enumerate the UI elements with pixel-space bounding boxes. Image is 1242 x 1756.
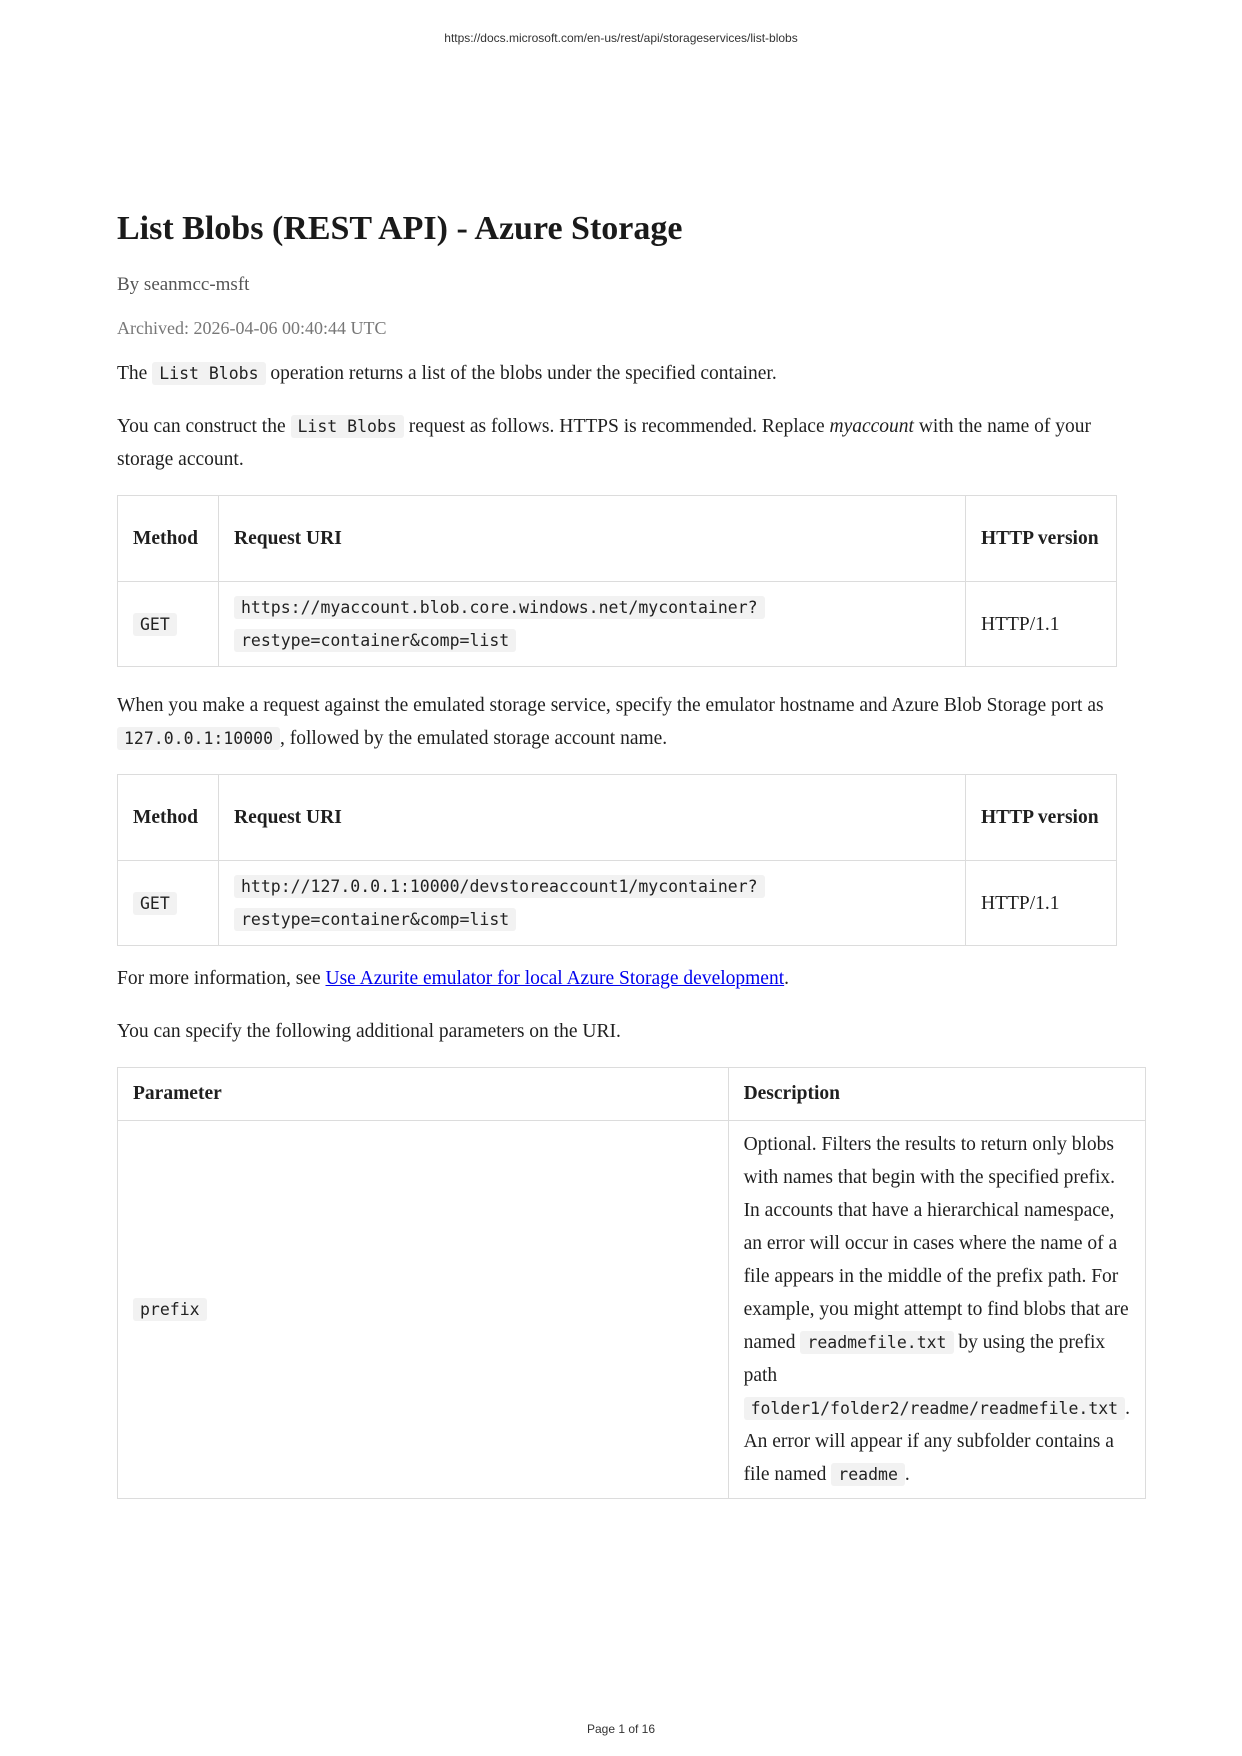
version-cell: HTTP/1.1 bbox=[966, 861, 1117, 946]
header-parameter: Parameter bbox=[118, 1068, 729, 1121]
page-number: Page 1 of 16 bbox=[586, 1722, 656, 1736]
source-url: https://docs.microsoft.com/en-us/rest/api/storageservices/list-blobs bbox=[444, 31, 798, 45]
text: . An error will appear if any subfolder contains a file named bbox=[743, 1398, 1130, 1485]
header-request-uri: Request URI bbox=[219, 775, 966, 861]
uri-code-line2: restype=container&comp=list bbox=[234, 908, 516, 931]
construct-paragraph bbox=[117, 410, 1127, 476]
table-header-row bbox=[118, 1068, 1146, 1121]
table-row bbox=[118, 861, 1117, 946]
inline-code: List Blobs bbox=[152, 362, 265, 385]
text: When you make a request against the emulated storage service, specify the emulator hostname and Azure Blob Storage port as bbox=[117, 695, 1104, 716]
header-method: Method bbox=[118, 496, 219, 582]
inline-code: 127.0.0.1:10000 bbox=[117, 727, 280, 750]
method-cell bbox=[118, 582, 219, 667]
param-code: prefix bbox=[133, 1298, 207, 1321]
author-byline: By seanmcc-msft bbox=[117, 274, 250, 295]
uri-cell bbox=[219, 582, 966, 667]
text: request as follows. HTTPS is recommended. Replace bbox=[403, 416, 830, 437]
method-code: GET bbox=[133, 613, 177, 636]
emulator-paragraph bbox=[117, 689, 1127, 755]
method-cell bbox=[118, 861, 219, 946]
text: The bbox=[117, 363, 153, 384]
text: operation returns a list of the blobs under the specified container. bbox=[265, 363, 777, 384]
inline-code: List Blobs bbox=[291, 415, 404, 438]
archived-timestamp: Archived: 2026-04-06 00:40:44 UTC bbox=[117, 318, 387, 338]
text: , followed by the emulated storage account name. bbox=[280, 728, 668, 749]
table-row bbox=[118, 582, 1117, 667]
text: . bbox=[904, 1464, 910, 1485]
version-cell: HTTP/1.1 bbox=[966, 582, 1117, 667]
header-http-version: HTTP version bbox=[966, 775, 1117, 861]
description-cell bbox=[728, 1121, 1145, 1499]
inline-code: readmefile.txt bbox=[800, 1331, 953, 1354]
inline-code: folder1/folder2/readme/readmefile.txt bbox=[744, 1397, 1126, 1420]
parameter-cell bbox=[118, 1121, 729, 1499]
parameters-table bbox=[117, 1067, 1146, 1499]
text: Optional. Filters the results to return only blobs with names that begin with the specified prefix. In accounts that have a hierarchical namespace, an error will occur in cases where the name of a file appears in the middle of the prefix path. For example, you might attempt to find blobs that are named bbox=[743, 1134, 1129, 1353]
intro-paragraph bbox=[117, 357, 1127, 390]
uri-cell bbox=[219, 861, 966, 946]
header-description: Description bbox=[728, 1068, 1145, 1121]
more-info-paragraph bbox=[117, 962, 1127, 995]
emphasis: myaccount bbox=[829, 416, 914, 437]
text: by using the prefix path bbox=[743, 1332, 1106, 1386]
header-request-uri: Request URI bbox=[219, 496, 966, 582]
uri-code-line1: https://myaccount.blob.core.windows.net/mycontainer? bbox=[234, 596, 765, 619]
emulator-request-table bbox=[117, 774, 1117, 946]
request-table bbox=[117, 495, 1117, 667]
uri-code-line1: http://127.0.0.1:10000/devstoreaccount1/mycontainer? bbox=[234, 875, 765, 898]
page-title: List Blobs (REST API) - Azure Storage bbox=[117, 210, 683, 247]
parameters-paragraph: You can specify the following additional parameters on the URI. bbox=[117, 1021, 621, 1042]
text: You can construct the bbox=[117, 416, 291, 437]
header-method: Method bbox=[118, 775, 219, 861]
azurite-link[interactable]: Use Azurite emulator for local Azure Storage development bbox=[325, 968, 785, 989]
article bbox=[117, 205, 1130, 1499]
table-header-row bbox=[118, 775, 1117, 861]
table-header-row bbox=[118, 496, 1117, 582]
text: . bbox=[784, 968, 790, 989]
header-http-version: HTTP version bbox=[966, 496, 1117, 582]
uri-code-line2: restype=container&comp=list bbox=[234, 629, 516, 652]
table-row bbox=[118, 1121, 1146, 1499]
text: with the name of your storage account. bbox=[117, 416, 1092, 470]
text: For more information, see bbox=[117, 968, 326, 989]
inline-code: readme bbox=[831, 1463, 905, 1486]
method-code: GET bbox=[133, 892, 177, 915]
